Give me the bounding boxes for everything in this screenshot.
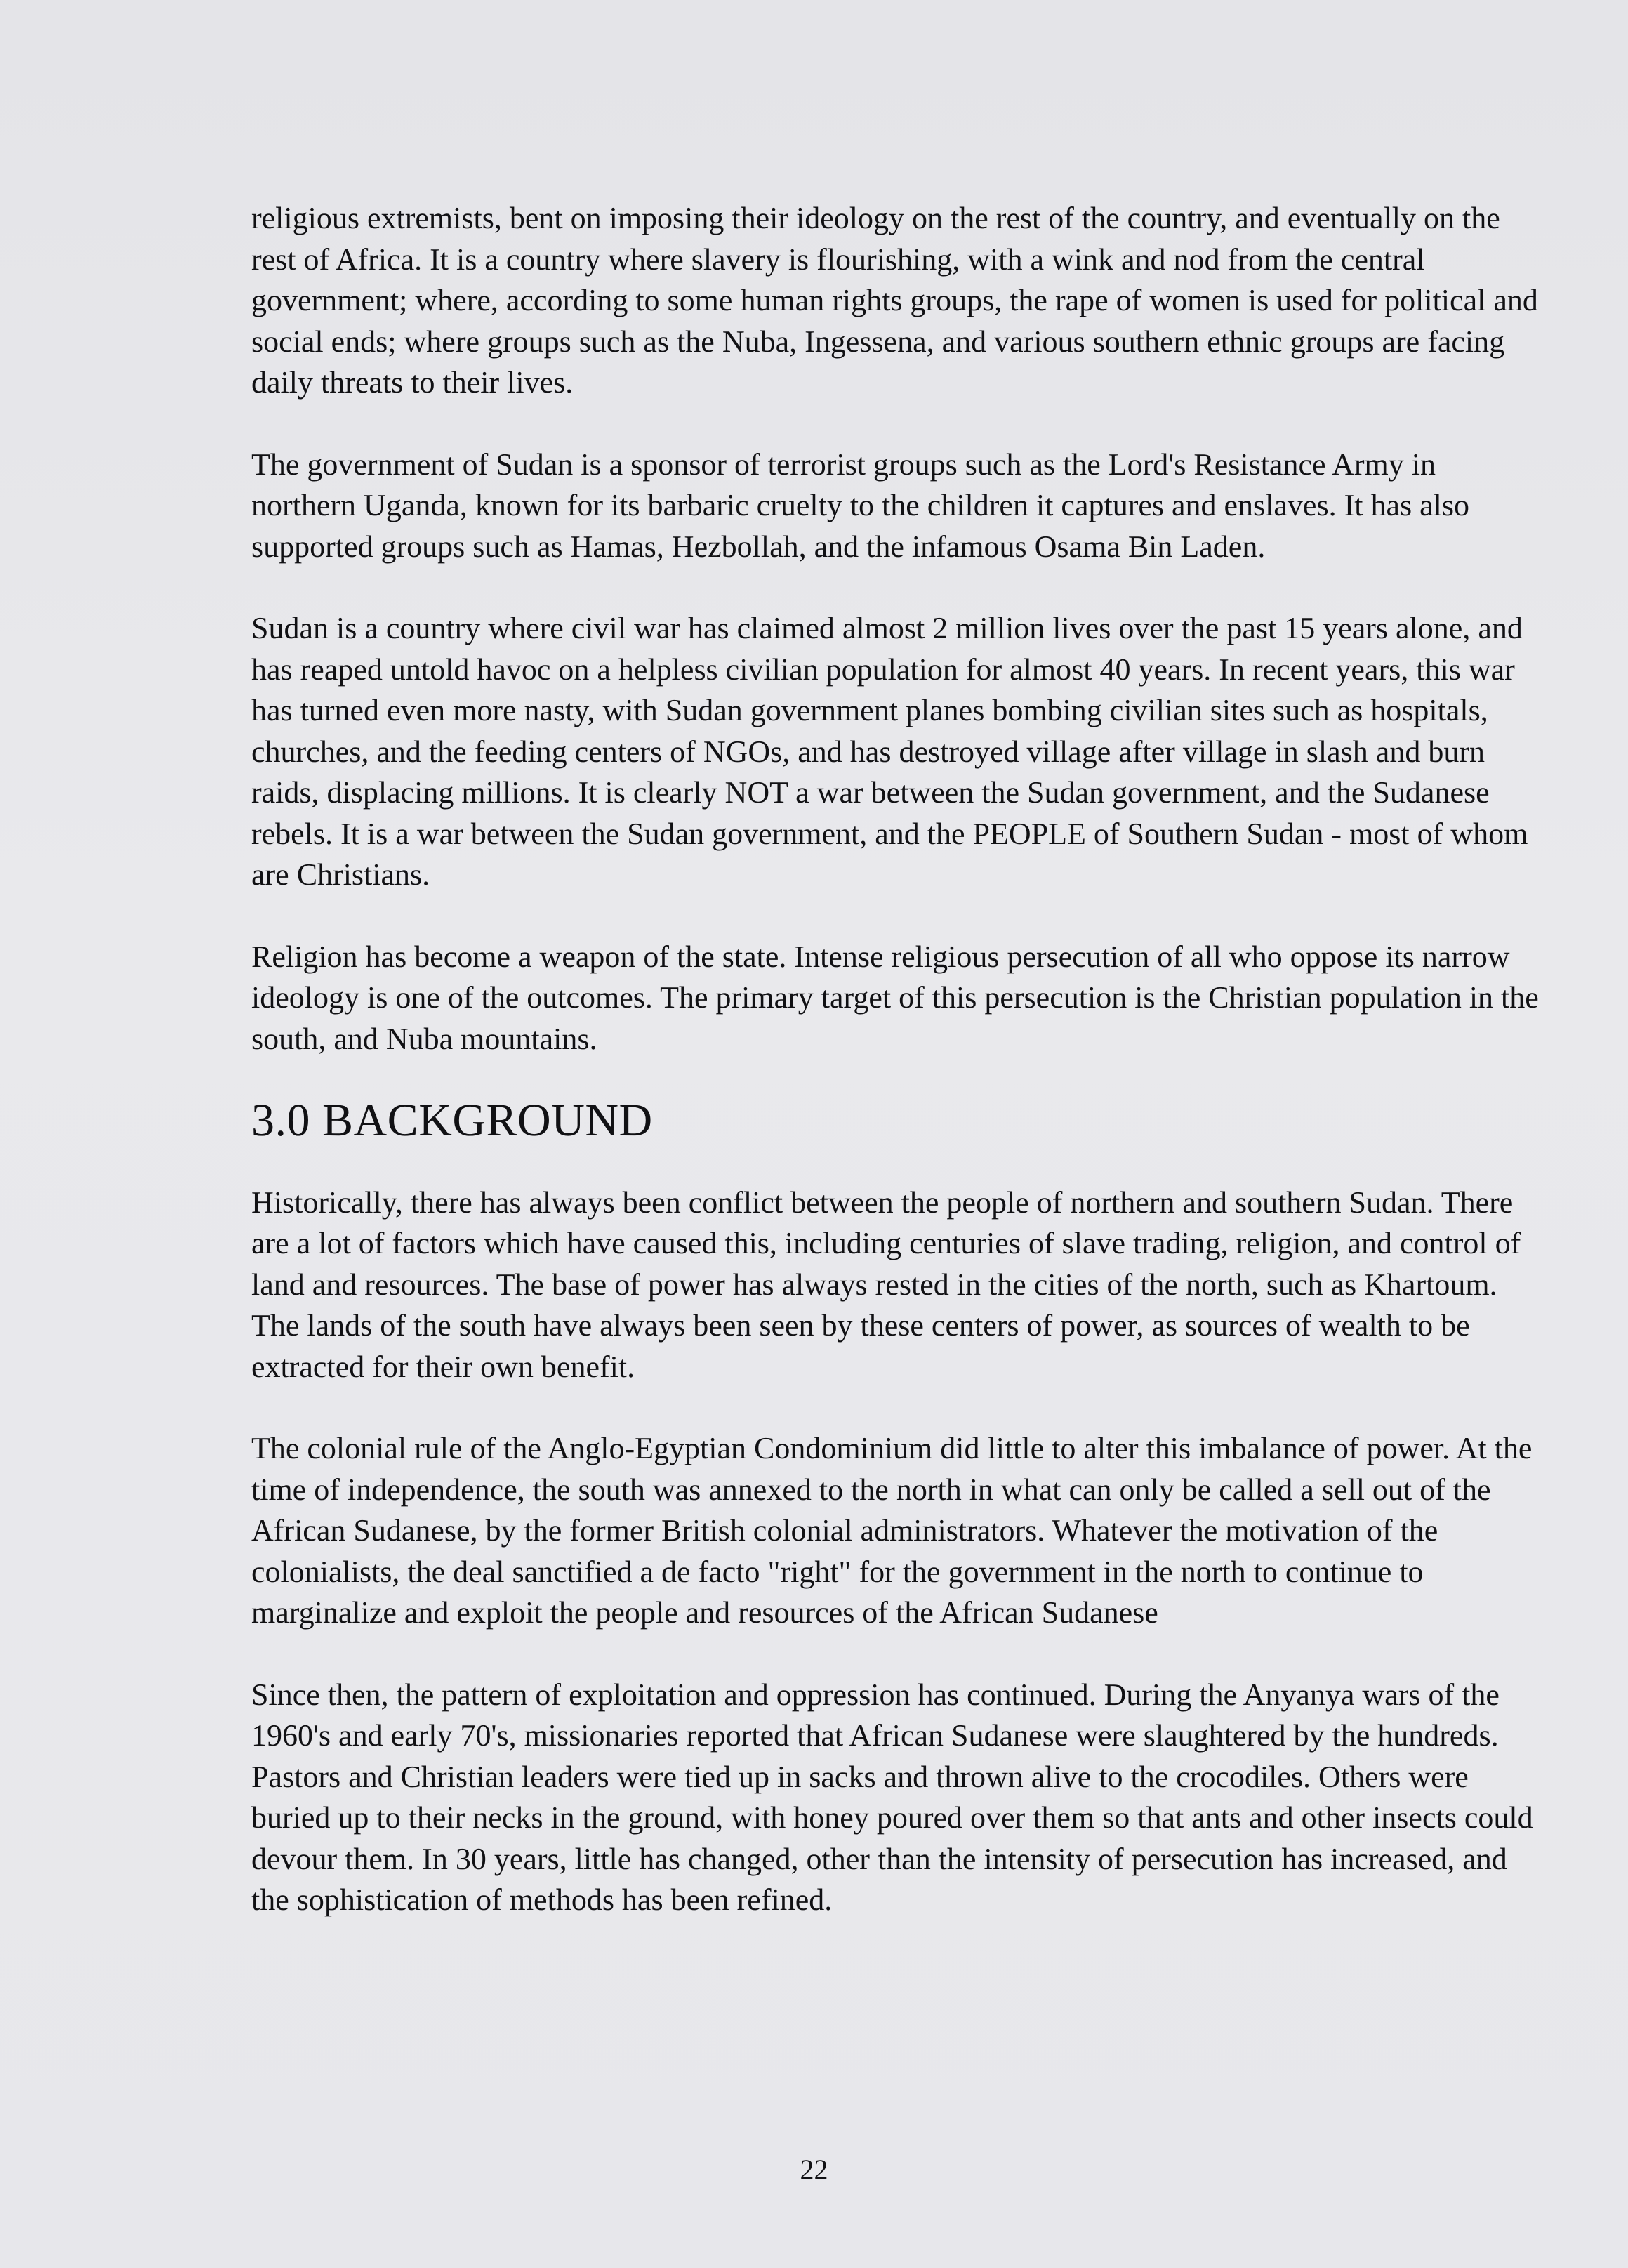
paragraph-religion-weapon: Religion has become a weapon of the state. Intense religious persecution of all who oppose its narrow ideology is one of the outcomes. The primary target of this persecution is the Christian population in the south, and Nuba mountains. xyxy=(251,939,1539,1056)
paragraph-terrorist-sponsor: The government of Sudan is a sponsor of terrorist groups such as the Lord's Resistance Army in northern Uganda, known for its barbaric cruelty to the children it captures and enslaves. It has also supported groups such as Hamas, Hezbollah, and the infamous Osama Bin Laden. xyxy=(251,447,1469,564)
paragraph-historical-conflict: Historically, there has always been conflict between the people of northern and southern Sudan. There are a lot of factors which have caused this, including centuries of slave trading, religion, and control of land and resources. The base of power has always rested in the cities of the north, such as Khartoum. The lands of the south have always been seen by these centers of power, as sources of wealth to be extracted for their own benefit. xyxy=(251,1185,1521,1384)
page-number: 22 xyxy=(800,2154,828,2185)
paragraph-religious-extremists: religious extremists, bent on imposing their ideology on the rest of the country, and eventually on the rest of Africa. It is a country where slavery is flourishing, with a wink and nod from the central government; where, according to some human rights groups, the rape of women is used for political and social ends; where groups such as the Nuba, Ingessena, and various southern ethnic groups are facing daily threats to their lives. xyxy=(251,201,1538,400)
paragraph-colonial-rule: The colonial rule of the Anglo-Egyptian Condominium did little to alter this imbalance of power. At the time of independence, the south was annexed to the north in what can only be called a sell out of the African Sudanese, by the former British colonial administrators. Whatever the motivation of the colonialists, the deal sanctified a de facto "right" for the government in the north to continue to marginalize and exploit the people and resources of the African Sudanese xyxy=(251,1431,1533,1630)
page-body xyxy=(251,198,1543,1962)
section-heading-background: 3.0 BACKGROUND xyxy=(251,1095,653,1146)
paragraph-exploitation-continued: Since then, the pattern of exploitation and oppression has continued. During the Anyanya wars of the 1960's and early 70's, missionaries reported that African Sudanese were slaughtered by the hundreds. Pastors and Christian leaders were tied up in sacks and thrown alive to the crocodiles. Others were buried up to their necks in the ground, with honey poured over them so that ants and other insects could devour them. In 30 years, little has changed, other than the intensity of persecution has increased, and the sophistication of methods has been refined. xyxy=(251,1677,1533,1917)
paragraph-civil-war: Sudan is a country where civil war has claimed almost 2 million lives over the past 15 years alone, and has reaped untold havoc on a helpless civilian population for almost 40 years. In recent years, this war has turned even more nasty, with Sudan government planes bombing civilian sites such as hospitals, churches, and the feeding centers of NGOs, and has destroyed village after village in slash and burn raids, displacing millions. It is clearly NOT a war between the Sudan government, and the Sudanese rebels. It is a war between the Sudan government, and the PEOPLE of Southern Sudan - most of whom are Christians. xyxy=(251,611,1528,892)
